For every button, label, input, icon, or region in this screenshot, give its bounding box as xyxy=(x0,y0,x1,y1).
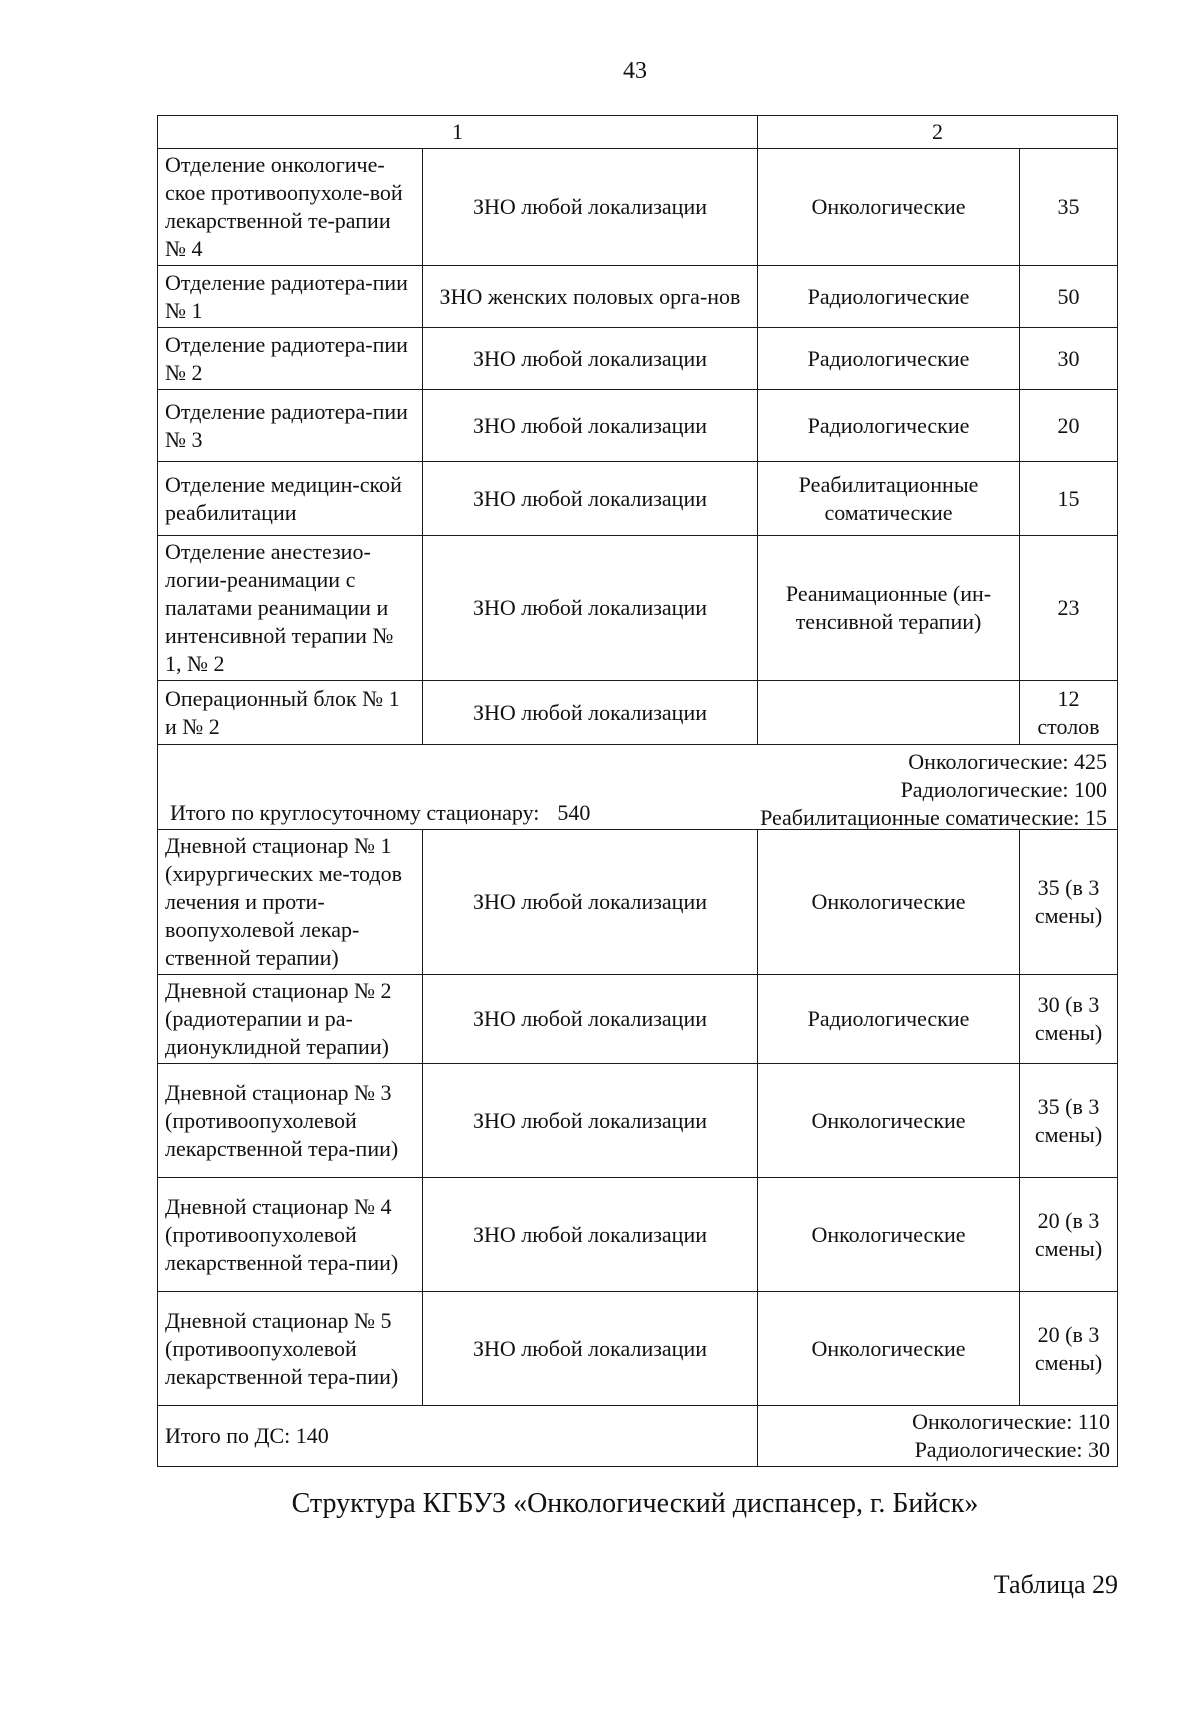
profile-cell: ЗНО любой локализации xyxy=(423,328,758,390)
department-cell: Дневной стационар № 1 (хирургических ме-тодов лечения и проти-воопухолевой лекар-ственной терапии) xyxy=(158,830,423,975)
profile-cell: ЗНО женских половых орга-нов xyxy=(423,266,758,328)
total-radiology: Радиологические: 100 xyxy=(900,777,1107,802)
bed-type-cell: Радиологические xyxy=(758,390,1020,462)
beds-table xyxy=(157,115,1118,1467)
table-row xyxy=(158,830,1118,975)
total-label: Итого по круглосуточному стационару: xyxy=(170,800,540,825)
beds-cell: 30 xyxy=(1020,328,1118,390)
beds-cell: 35 xyxy=(1020,149,1118,266)
department-cell: Отделение радиотера-пии № 3 xyxy=(158,390,423,462)
day-total-row xyxy=(158,1406,1118,1467)
department-cell: Отделение радиотера-пии № 2 xyxy=(158,328,423,390)
bed-type-cell: Реабилитационные соматические xyxy=(758,462,1020,536)
profile-cell: ЗНО любой локализации xyxy=(423,975,758,1064)
table-row xyxy=(158,328,1118,390)
beds-cell: 35 (в 3 смены) xyxy=(1020,1064,1118,1178)
page-number: 43 xyxy=(623,58,647,84)
bed-type-cell: Радиологические xyxy=(758,266,1020,328)
profile-cell: ЗНО любой локализации xyxy=(423,149,758,266)
beds-cell: 15 xyxy=(1020,462,1118,536)
profile-cell: ЗНО любой локализации xyxy=(423,1178,758,1292)
table-row xyxy=(158,1064,1118,1178)
beds-cell: 20 xyxy=(1020,390,1118,462)
profile-cell: ЗНО любой локализации xyxy=(423,830,758,975)
department-cell: Дневной стационар № 4 (противоопухолевой лекарственной тера-пии) xyxy=(158,1178,423,1292)
department-cell: Дневной стационар № 3 (противоопухолевой лекарственной тера-пии) xyxy=(158,1064,423,1178)
profile-cell: ЗНО любой локализации xyxy=(423,1064,758,1178)
table-row xyxy=(158,390,1118,462)
profile-cell: ЗНО любой локализации xyxy=(423,390,758,462)
beds-cell: 20 (в 3 смены) xyxy=(1020,1292,1118,1406)
header-col-1: 1 xyxy=(158,116,758,149)
profile-cell: ЗНО любой локализации xyxy=(423,462,758,536)
bed-type-cell: Реанимационные (ин-тенсивной терапии) xyxy=(758,536,1020,681)
header-col-2: 2 xyxy=(758,116,1118,149)
table-row xyxy=(158,462,1118,536)
table-row xyxy=(158,536,1118,681)
bed-type-cell: Онкологические xyxy=(758,149,1020,266)
table-row xyxy=(158,149,1118,266)
profile-cell: ЗНО любой локализации xyxy=(423,681,758,745)
bed-type-cell: Онкологические xyxy=(758,1178,1020,1292)
beds-cell: 50 xyxy=(1020,266,1118,328)
department-cell: Отделение анестезио-логии-реанимации с палатами реанимации и интенсивной терапии № 1, № 2 xyxy=(158,536,423,681)
round-the-clock-total-row xyxy=(158,745,1118,830)
table-row xyxy=(158,975,1118,1064)
table-row xyxy=(158,681,1118,745)
day-total-label: Итого по ДС: 140 xyxy=(158,1406,758,1467)
table-row xyxy=(158,1292,1118,1406)
beds-cell: 12 столов xyxy=(1020,681,1118,745)
day-total-oncology: Онкологические: 110 xyxy=(912,1409,1110,1434)
profile-cell: ЗНО любой локализации xyxy=(423,1292,758,1406)
department-cell: Дневной стационар № 5 (противоопухолевой лекарственной тера-пии) xyxy=(158,1292,423,1406)
department-cell: Отделение медицин-ской реабилитации xyxy=(158,462,423,536)
header-row xyxy=(158,116,1118,149)
beds-cell: 20 (в 3 смены) xyxy=(1020,1178,1118,1292)
table-label: Таблица 29 xyxy=(993,1570,1118,1599)
department-cell: Дневной стационар № 2 (радиотерапии и ра-дионуклидной терапии) xyxy=(158,975,423,1064)
table-row xyxy=(158,1178,1118,1292)
bed-type-cell: Онкологические xyxy=(758,1064,1020,1178)
total-value: 540 xyxy=(557,800,591,825)
beds-cell: 35 (в 3 смены) xyxy=(1020,830,1118,975)
round-the-clock-total xyxy=(170,799,590,827)
table-row xyxy=(158,266,1118,328)
department-cell: Отделение радиотера-пии № 1 xyxy=(158,266,423,328)
bed-type-cell xyxy=(758,681,1020,745)
beds-cell: 23 xyxy=(1020,536,1118,681)
department-cell: Отделение онкологиче-ское противоопухоле-вой лекарственной те-рапии № 4 xyxy=(158,149,423,266)
total-rehab: Реабилитационные соматические: 15 xyxy=(760,805,1107,830)
profile-cell: ЗНО любой локализации xyxy=(423,536,758,681)
round-the-clock-breakdown xyxy=(760,748,1107,832)
bed-type-cell: Онкологические xyxy=(758,830,1020,975)
day-total-radiology: Радиологические: 30 xyxy=(914,1437,1110,1462)
caption: Структура КГБУЗ «Онкологический диспансер, г. Бийск» xyxy=(291,1488,979,1519)
bed-type-cell: Радиологические xyxy=(758,975,1020,1064)
round-the-clock-total-cell xyxy=(158,745,1118,830)
bed-type-cell: Онкологические xyxy=(758,1292,1020,1406)
department-cell: Операционный блок № 1 и № 2 xyxy=(158,681,423,745)
day-total-breakdown xyxy=(758,1406,1118,1467)
beds-cell: 30 (в 3 смены) xyxy=(1020,975,1118,1064)
total-oncology: Онкологические: 425 xyxy=(908,749,1107,774)
bed-type-cell: Радиологические xyxy=(758,328,1020,390)
